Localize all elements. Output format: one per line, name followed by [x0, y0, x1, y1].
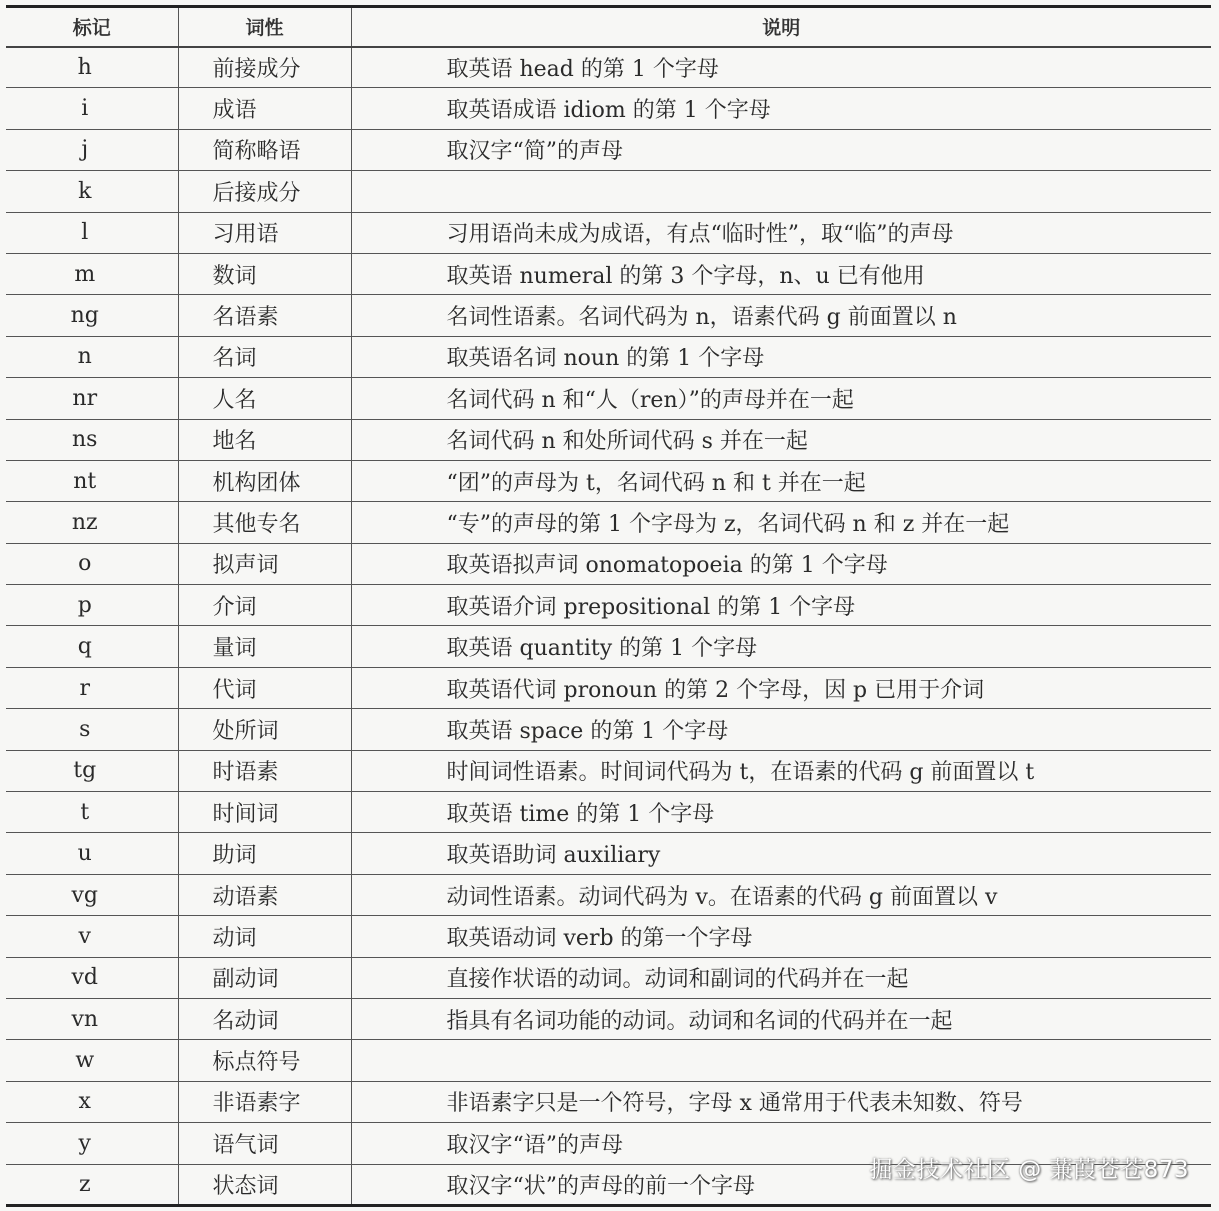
table-row: [6, 1081, 1211, 1122]
table-row: [6, 585, 1211, 626]
cell-pos: 动词: [178, 916, 351, 957]
pos-tag-table-container: [6, 5, 1211, 1207]
cell-tag: nr: [6, 378, 178, 419]
cell-tag: i: [6, 88, 178, 129]
cell-tag: m: [6, 253, 178, 294]
cell-pos: 语气词: [178, 1123, 351, 1164]
cell-pos: 名语素: [178, 295, 351, 336]
table-body: [6, 47, 1211, 1206]
cell-pos: 其他专名: [178, 502, 351, 543]
table-row: [6, 750, 1211, 791]
cell-tag: h: [6, 47, 178, 88]
cell-description: [351, 1040, 1211, 1081]
cell-tag: s: [6, 709, 178, 750]
cell-description: “专”的声母的第 1 个字母为 z，名词代码 n 和 z 并在一起: [351, 502, 1211, 543]
cell-pos: 前接成分: [178, 47, 351, 88]
cell-description: 时间词性语素。时间词代码为 t，在语素的代码 g 前面置以 t: [351, 750, 1211, 791]
table-row: [6, 833, 1211, 874]
cell-description: 名词性语素。名词代码为 n，语素代码 g 前面置以 n: [351, 295, 1211, 336]
table-row: [6, 543, 1211, 584]
cell-description: 取英语介词 prepositional 的第 1 个字母: [351, 585, 1211, 626]
table-row: [6, 998, 1211, 1039]
cell-pos: 名动词: [178, 998, 351, 1039]
header-tag: 标记: [6, 7, 178, 47]
cell-tag: q: [6, 626, 178, 667]
cell-description: 动词性语素。动词代码为 v。在语素的代码 g 前面置以 v: [351, 874, 1211, 915]
cell-pos: 机构团体: [178, 460, 351, 501]
cell-pos: 时语素: [178, 750, 351, 791]
table-row: [6, 874, 1211, 915]
table-row: [6, 212, 1211, 253]
cell-pos: 量词: [178, 626, 351, 667]
cell-tag: x: [6, 1081, 178, 1122]
cell-description: 取英语 quantity 的第 1 个字母: [351, 626, 1211, 667]
cell-description: 指具有名词功能的动词。动词和名词的代码并在一起: [351, 998, 1211, 1039]
cell-tag: w: [6, 1040, 178, 1081]
cell-description: 取英语成语 idiom 的第 1 个字母: [351, 88, 1211, 129]
cell-description: “团”的声母为 t，名词代码 n 和 t 并在一起: [351, 460, 1211, 501]
table-row: [6, 419, 1211, 460]
table-row: [6, 1040, 1211, 1081]
cell-pos: 标点符号: [178, 1040, 351, 1081]
cell-tag: ns: [6, 419, 178, 460]
cell-pos: 非语素字: [178, 1081, 351, 1122]
cell-tag: k: [6, 171, 178, 212]
cell-tag: v: [6, 916, 178, 957]
cell-tag: vn: [6, 998, 178, 1039]
cell-description: 直接作状语的动词。动词和副词的代码并在一起: [351, 957, 1211, 998]
cell-pos: 代词: [178, 667, 351, 708]
cell-tag: vg: [6, 874, 178, 915]
cell-description: 取英语 numeral 的第 3 个字母，n、u 已有他用: [351, 253, 1211, 294]
cell-description: 取汉字“简”的声母: [351, 129, 1211, 170]
cell-tag: ng: [6, 295, 178, 336]
cell-description: 名词代码 n 和处所词代码 s 并在一起: [351, 419, 1211, 460]
table-row: [6, 460, 1211, 501]
cell-description: 取英语拟声词 onomatopoeia 的第 1 个字母: [351, 543, 1211, 584]
cell-tag: tg: [6, 750, 178, 791]
table-row: [6, 295, 1211, 336]
cell-pos: 拟声词: [178, 543, 351, 584]
cell-description: 取英语助词 auxiliary: [351, 833, 1211, 874]
header-description: 说明: [351, 7, 1211, 47]
cell-tag: nt: [6, 460, 178, 501]
table-row: [6, 957, 1211, 998]
cell-pos: 介词: [178, 585, 351, 626]
cell-pos: 习用语: [178, 212, 351, 253]
cell-pos: 动语素: [178, 874, 351, 915]
cell-pos: 地名: [178, 419, 351, 460]
cell-tag: nz: [6, 502, 178, 543]
table-row: [6, 667, 1211, 708]
header-pos: 词性: [178, 7, 351, 47]
cell-description: 取英语 time 的第 1 个字母: [351, 792, 1211, 833]
table-row: [6, 253, 1211, 294]
cell-tag: p: [6, 585, 178, 626]
cell-tag: z: [6, 1164, 178, 1205]
cell-tag: u: [6, 833, 178, 874]
cell-pos: 简称略语: [178, 129, 351, 170]
cell-description: 非语素字只是一个符号，字母 x 通常用于代表未知数、符号: [351, 1081, 1211, 1122]
cell-tag: l: [6, 212, 178, 253]
cell-tag: o: [6, 543, 178, 584]
cell-pos: 成语: [178, 88, 351, 129]
cell-pos: 处所词: [178, 709, 351, 750]
cell-pos: 副动词: [178, 957, 351, 998]
table-row: [6, 88, 1211, 129]
cell-description: 取英语 head 的第 1 个字母: [351, 47, 1211, 88]
table-row: [6, 336, 1211, 377]
cell-pos: 时间词: [178, 792, 351, 833]
cell-pos: 名词: [178, 336, 351, 377]
cell-description: 取英语 space 的第 1 个字母: [351, 709, 1211, 750]
table-header: [6, 7, 1211, 47]
table-row: [6, 171, 1211, 212]
cell-description: 取汉字“语”的声母: [351, 1123, 1211, 1164]
table-row: [6, 792, 1211, 833]
cell-description: 习用语尚未成为成语，有点“临时性”，取“临”的声母: [351, 212, 1211, 253]
cell-tag: j: [6, 129, 178, 170]
cell-pos: 状态词: [178, 1164, 351, 1205]
cell-description: 取英语名词 noun 的第 1 个字母: [351, 336, 1211, 377]
cell-pos: 后接成分: [178, 171, 351, 212]
table-row: [6, 47, 1211, 88]
cell-tag: r: [6, 667, 178, 708]
cell-description: 取英语代词 pronoun 的第 2 个字母，因 p 已用于介词: [351, 667, 1211, 708]
cell-description: [351, 171, 1211, 212]
cell-pos: 人名: [178, 378, 351, 419]
table-row: [6, 502, 1211, 543]
cell-tag: y: [6, 1123, 178, 1164]
watermark: 掘金技术社区 @ 蒹葭苍苍873: [869, 1157, 1189, 1183]
table-row: [6, 709, 1211, 750]
cell-pos: 数词: [178, 253, 351, 294]
cell-description: 取汉字“状”的声母的前一个字母: [351, 1164, 1211, 1205]
cell-pos: 助词: [178, 833, 351, 874]
cell-description: 取英语动词 verb 的第一个字母: [351, 916, 1211, 957]
cell-tag: n: [6, 336, 178, 377]
cell-tag: t: [6, 792, 178, 833]
table-row: [6, 626, 1211, 667]
pos-tag-table: [6, 5, 1211, 1207]
table-row: [6, 916, 1211, 957]
table-row: [6, 378, 1211, 419]
cell-description: 名词代码 n 和“人（ren）”的声母并在一起: [351, 378, 1211, 419]
cell-tag: vd: [6, 957, 178, 998]
table-row: [6, 129, 1211, 170]
header-row: [6, 7, 1211, 47]
